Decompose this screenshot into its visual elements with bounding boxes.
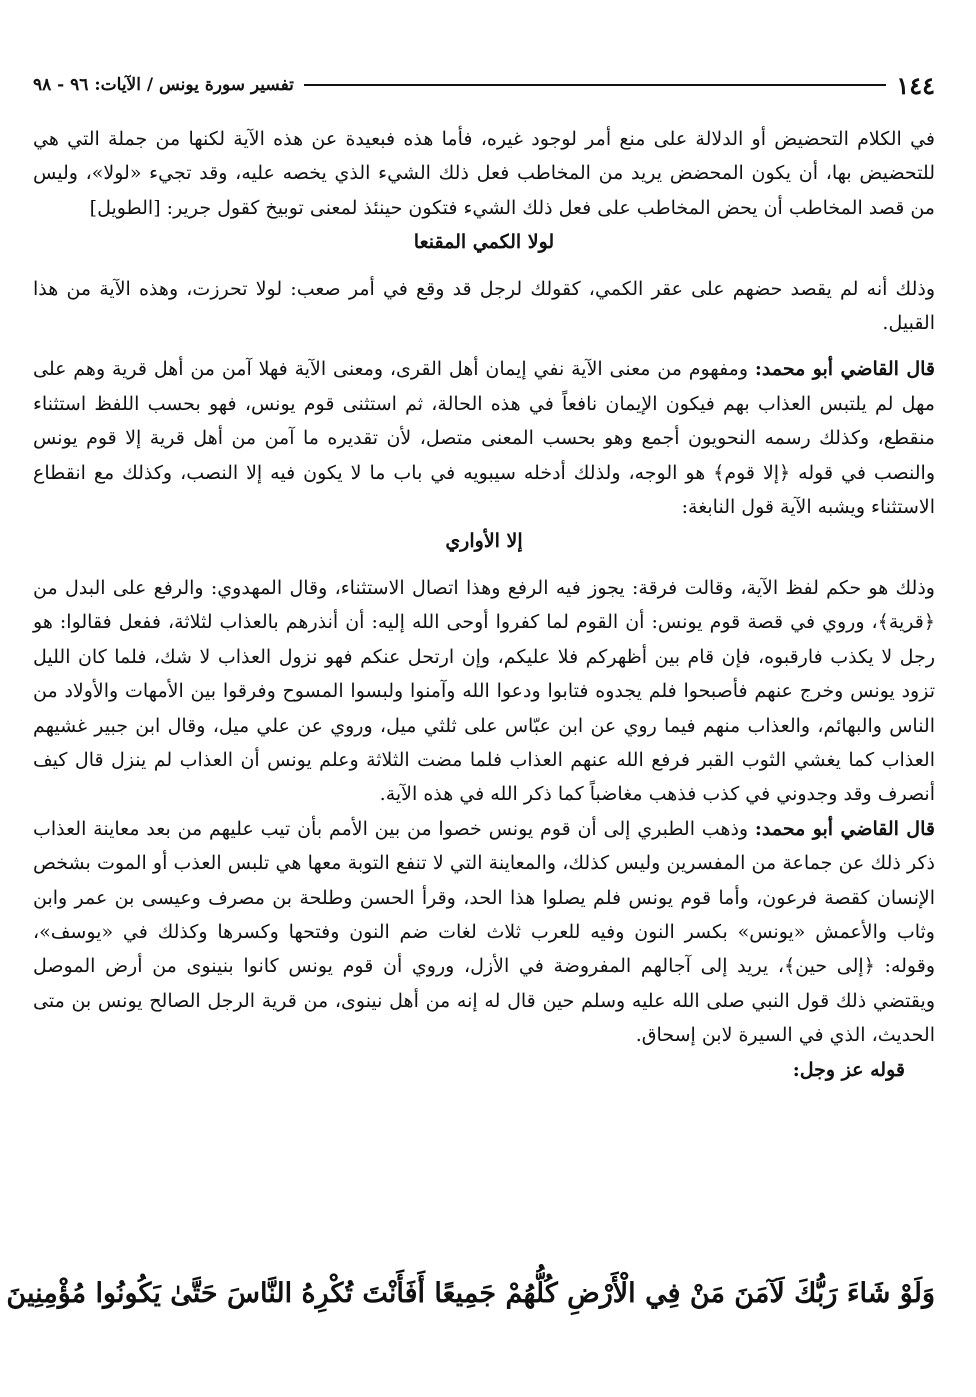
spacer — [34, 260, 936, 272]
quran-intro: قوله عز وجل: — [793, 1058, 906, 1081]
speaker-label: قال القاضي أبو محمد: — [755, 817, 936, 840]
paragraph-3 — [34, 352, 936, 524]
quran-verse — [7, 1258, 936, 1328]
paragraph-5-text: وذهب الطبري إلى أن قوم يونس خصوا من بين الأمم بأن تيب عليهم من بعد معاينة العذاب ذكر ذلك عن جماعة من المفسرين وليس كذلك، والمعاينة التي لا تنفع التوبة معها هي تلبس العذب أو الموت بشخص الإنسان كقصة فرعون، وأما قوم يونس فلم يصلوا هذا الحد، وقرأ الحسن وطلحة بن مصرف وعيسى بن عمر وابن وثاب والأعمش «يونس» بكسر النون وفيه للعرب ثلاث لغات ضم النون وفتحها وكسرها وكذلك في «يوسف»، وقوله: ﴿إلى حين﴾، يريد إلى آجالهم المفروضة في الأزل، وروي أن قوم يونس كانوا بنينوى من أرض الموصل ويقتضي ذلك قول النبي صلى الله عليه وسلم حين قال له إنه من أهل نينوى، من قرية الرجل الصالح يونس بن متى الحديث، الذي في السيرة لابن إسحاق. — [34, 817, 936, 1047]
paragraph-3-text: ومفهوم من معنى الآية نفي إيمان أهل القرى، ومعنى الآية فهلا آمن من أهل قرية وهم على مهل لم يلتبس العذاب بهم فيكون الإيمان نافعاً في هذه الحالة، ثم استثنى قوم يونس، فهو بحسب اللفظ استثناء منقطع، وكذلك رسمه النحويون أجمع وهو بحسب المعنى متصل، لأن تقديره ما آمن من أهل قرية إلا قوم يونس والنصب في قوله ﴿إلا قوم﴾ هو الوجه، ولذلك أدخله سيبويه في باب ما لا يكون فيه إلا النصب، وكذلك مع انقطاع الاستثناء ويشبه الآية قول النابغة: — [34, 358, 936, 519]
running-title: تفسير سورة يونس / الآيات: ٩٦ - ٩٨ — [34, 75, 295, 95]
paragraph-1: في الكلام التحضيض أو الدلالة على منع أمر لوجود غيره، فأما هذه فبعيدة عن هذه الآية لكنها من جملة التي هي للتحضيض بها، أن يكون المحضض يريد من المخاطب فعل ذلك الشيء الذي يخصه عليه، وقد تجيء «لولا»، وليس من قصد المخاطب أن يحض المخاطب على فعل ذلك الشيء فتكون حينئذ لمعنى توبيخ كقول جرير: [الطويل] — [34, 128, 937, 219]
spacer — [34, 340, 936, 352]
poetry-verse-2: إلا الأواري — [446, 530, 524, 553]
paragraph-2: وذلك أنه لم يقصد حضهم على عقر الكمي، كقولك لرجل قد وقع في أمر صعب: لولا تحرزت، وهذه الآية من هذا القبيل. — [34, 277, 936, 335]
page-number: ١٤٤ — [897, 70, 936, 100]
body-text — [34, 122, 936, 1087]
poetry-verse-1: لولا الكمي المقنعا — [414, 231, 556, 254]
page-header — [34, 68, 936, 102]
paragraph-5 — [34, 812, 936, 1053]
quran-verse-text: وَلَوْ شَاءَ رَبُّكَ لَآمَنَ مَنْ فِي الْأَرْضِ كُلُّهُمْ جَمِيعًا أَفَأَنْتَ تُكْرِهُ النَّاسَ حَتَّىٰ يَكُونُوا مُؤْمِنِينَ — [7, 1277, 936, 1309]
header-rule — [305, 84, 887, 86]
speaker-label: قال القاضي أبو محمد: — [755, 358, 936, 381]
spacer — [34, 559, 936, 571]
paragraph-4: وذلك هو حكم لفظ الآية، وقالت فرقة: يجوز فيه الرفع وهذا اتصال الاستثناء، وقال المهدوي: والرفع على البدل من ﴿قرية﴾، وروي في قصة قوم يونس: أن القوم لما كفروا أوحى الله إليه: أن أنذرهم بالعذاب لثلاثة، ففعل فقالوا: هو رجل لا يكذب فارقبوه، فإن قام بين أظهركم فلا عليكم، وإن ارتحل عنكم فهو نزول العذاب لا شك، فلما كان الليل تزود يونس وخرج عنهم فأصبحوا فلم يجدوه فتابوا ودعوا الله وآمنوا ولبسوا المسوح وفرقوا بين الأمهات والأولاد من الناس والبهائم، والعذاب منهم فيما روي عن ابن عبّاس على ثلثي ميل، وروي عن علي ميل، وقال ابن جبير غشيهم العذاب كما يغشي الثوب القبر فرفع الله عنهم العذاب فلما مضت الثلاثة وعلم يونس أن العذاب لم ينزل قال كيف أنصرف وقد وجدوني في كذب فذهب مغاضباً كما ذكر الله في هذه الآية. — [34, 576, 936, 806]
